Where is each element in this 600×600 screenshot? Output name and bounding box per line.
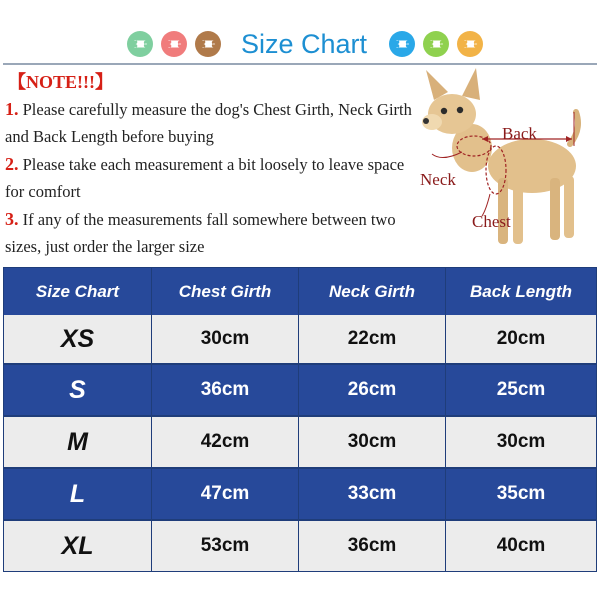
page-title: Size Chart bbox=[240, 29, 368, 59]
back-cell: 40cm bbox=[496, 535, 546, 556]
size-cell: S bbox=[4, 365, 152, 415]
column-header-back: Back Length bbox=[469, 281, 573, 301]
bone-icon bbox=[389, 31, 415, 57]
size-cell: XL bbox=[4, 521, 152, 571]
size-chart-table bbox=[3, 267, 597, 572]
neck-label: Neck bbox=[420, 170, 456, 189]
note-number: 1. bbox=[5, 99, 19, 119]
size-cell: XS bbox=[4, 315, 152, 363]
neck-cell: 22cm bbox=[299, 315, 446, 363]
note-heading: 【NOTE!!!】 bbox=[8, 72, 113, 92]
table-row bbox=[4, 521, 596, 571]
column-header-size: Size Chart bbox=[4, 268, 152, 315]
column-header-chest: Chest Girth bbox=[152, 268, 299, 315]
chest-cell: 47cm bbox=[152, 469, 299, 519]
chest-cell: 30cm bbox=[152, 315, 299, 363]
bone-icon bbox=[423, 31, 449, 57]
table-row bbox=[4, 469, 596, 519]
bone-icon bbox=[457, 31, 483, 57]
size-cell: L bbox=[4, 469, 152, 519]
bone-icon bbox=[161, 31, 187, 57]
table-row bbox=[4, 315, 596, 363]
dog-icon bbox=[410, 66, 600, 266]
neck-cell: 30cm bbox=[299, 417, 446, 467]
header-divider bbox=[3, 63, 597, 65]
neck-cell: 36cm bbox=[299, 521, 446, 571]
column-header-neck: Neck Girth bbox=[299, 268, 446, 315]
back-label: Back bbox=[502, 124, 537, 143]
table-row bbox=[4, 417, 596, 467]
bone-icon bbox=[127, 31, 153, 57]
back-cell: 25cm bbox=[496, 379, 546, 400]
neck-cell: 26cm bbox=[299, 365, 446, 415]
dog-measurement-illustration bbox=[410, 66, 600, 266]
note-item-1 bbox=[5, 96, 415, 150]
chest-cell: 53cm bbox=[152, 521, 299, 571]
chest-cell: 42cm bbox=[152, 417, 299, 467]
note-item-3 bbox=[5, 206, 415, 260]
note-item-2 bbox=[5, 151, 415, 205]
note-text: Please carefully measure the dog's Chest Girth, Neck Girth and Back Length before buying bbox=[5, 100, 412, 146]
neck-cell: 33cm bbox=[299, 469, 446, 519]
chest-label: Chest bbox=[472, 212, 511, 231]
size-cell: M bbox=[4, 417, 152, 467]
back-cell: 30cm bbox=[496, 431, 546, 452]
back-cell: 35cm bbox=[496, 483, 546, 504]
header bbox=[0, 0, 600, 66]
note-text: Please take each measurement a bit loosely to leave space for comfort bbox=[5, 155, 405, 201]
back-cell: 20cm bbox=[496, 328, 546, 349]
note-number: 3. bbox=[5, 209, 19, 229]
note-text: If any of the measurements fall somewhere between two sizes, just order the larger size bbox=[5, 210, 396, 256]
table-row bbox=[4, 365, 596, 415]
note-number: 2. bbox=[5, 154, 19, 174]
bone-icon bbox=[195, 31, 221, 57]
chest-cell: 36cm bbox=[152, 365, 299, 415]
table-header-row bbox=[4, 268, 596, 315]
